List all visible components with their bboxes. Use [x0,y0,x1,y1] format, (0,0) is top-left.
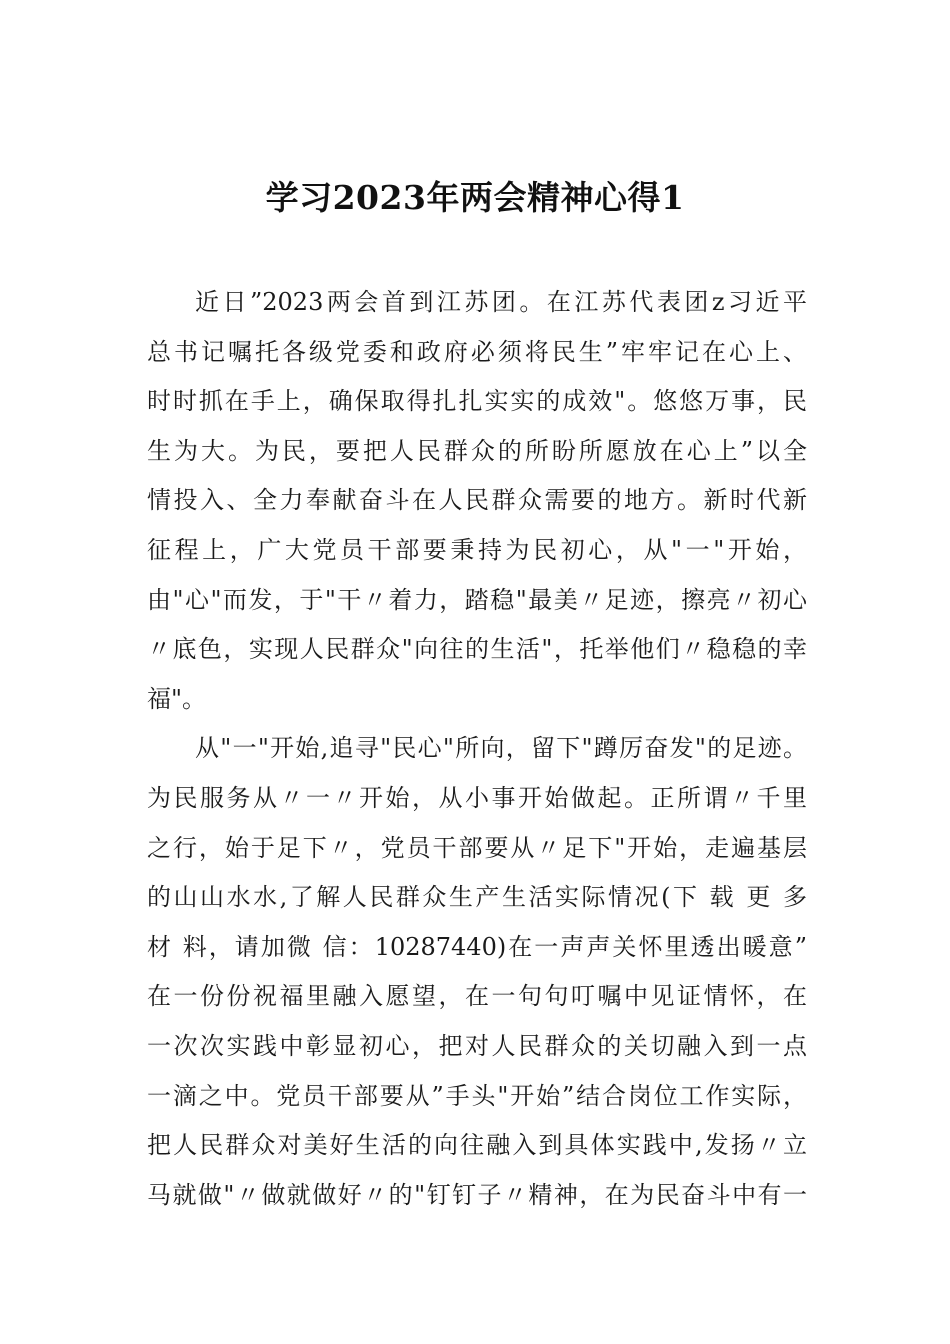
paragraph-1-line: 征程上，广大党员干部要秉持为民初心，从"一"开始， [147,535,807,564]
paragraph-2-line: 把人民群众对美好生活的向往融入到具体实践中,发扬〃立 [147,1131,807,1160]
paragraph-1-line: 总书记嘱托各级党委和政府必须将民生”牢牢记在心上、 [147,337,807,366]
paragraph-1-line: 由"心"而发，于"干〃着力，踏稳"最美〃足迹，擦亮〃初心 [147,585,807,614]
paragraph-1-line: 近日”2023两会首到江苏团。在江苏代表团z习近平 [195,288,807,316]
paragraph-2-line: 一次次实践中彰显初心，把对人民群众的关切融入到一点 [147,1031,807,1060]
document-title: 学习2023年两会精神心得1 [265,178,685,217]
paragraph-1-line: 生为大。为民，要把人民群众的所盼所愿放在心上”以全 [147,436,807,465]
paragraph-1-line: 情投入、全力奉献奋斗在人民群众需要的地方。新时代新 [147,486,807,515]
paragraph-2-line: 从"一"开始,追寻"民心"所向，留下"蹲厉奋发"的足迹。 [195,734,807,763]
paragraph-1-line: 福"。 [147,684,207,713]
paragraph-1-line: 〃底色，实现人民群众"向往的生活"，托举他们〃稳稳的幸 [147,635,807,664]
paragraph-2-line: 在一份份祝福里融入愿望，在一句句叮嘱中见证情怀，在 [147,982,807,1011]
paragraph-2-line: 一滴之中。党员干部要从”手头"开始”结合岗位工作实际， [147,1081,807,1110]
paragraph-2-line: 的山山水水,了解人民群众生产生活实际情况(下 载 更 多 [147,883,807,912]
paragraph-2-line: 马就做"〃做就做好〃的"钉钉子〃精神，在为民奋斗中有一 [147,1180,807,1209]
paragraph-2-line: 材 料，请加微 信：10287440)在一声声关怀里透出暖意” [147,932,807,961]
paragraph-1-line: 时时抓在手上，确保取得扎扎实实的成效"。悠悠万事，民 [147,387,807,416]
document-body [147,278,807,1220]
paragraph-2-line: 为民服务从〃一〃开始，从小事开始做起。正所谓〃千里 [147,783,807,812]
paragraph-2-line: 之行，始于足下〃，党员干部要从〃足下"开始，走遍基层 [147,833,807,862]
